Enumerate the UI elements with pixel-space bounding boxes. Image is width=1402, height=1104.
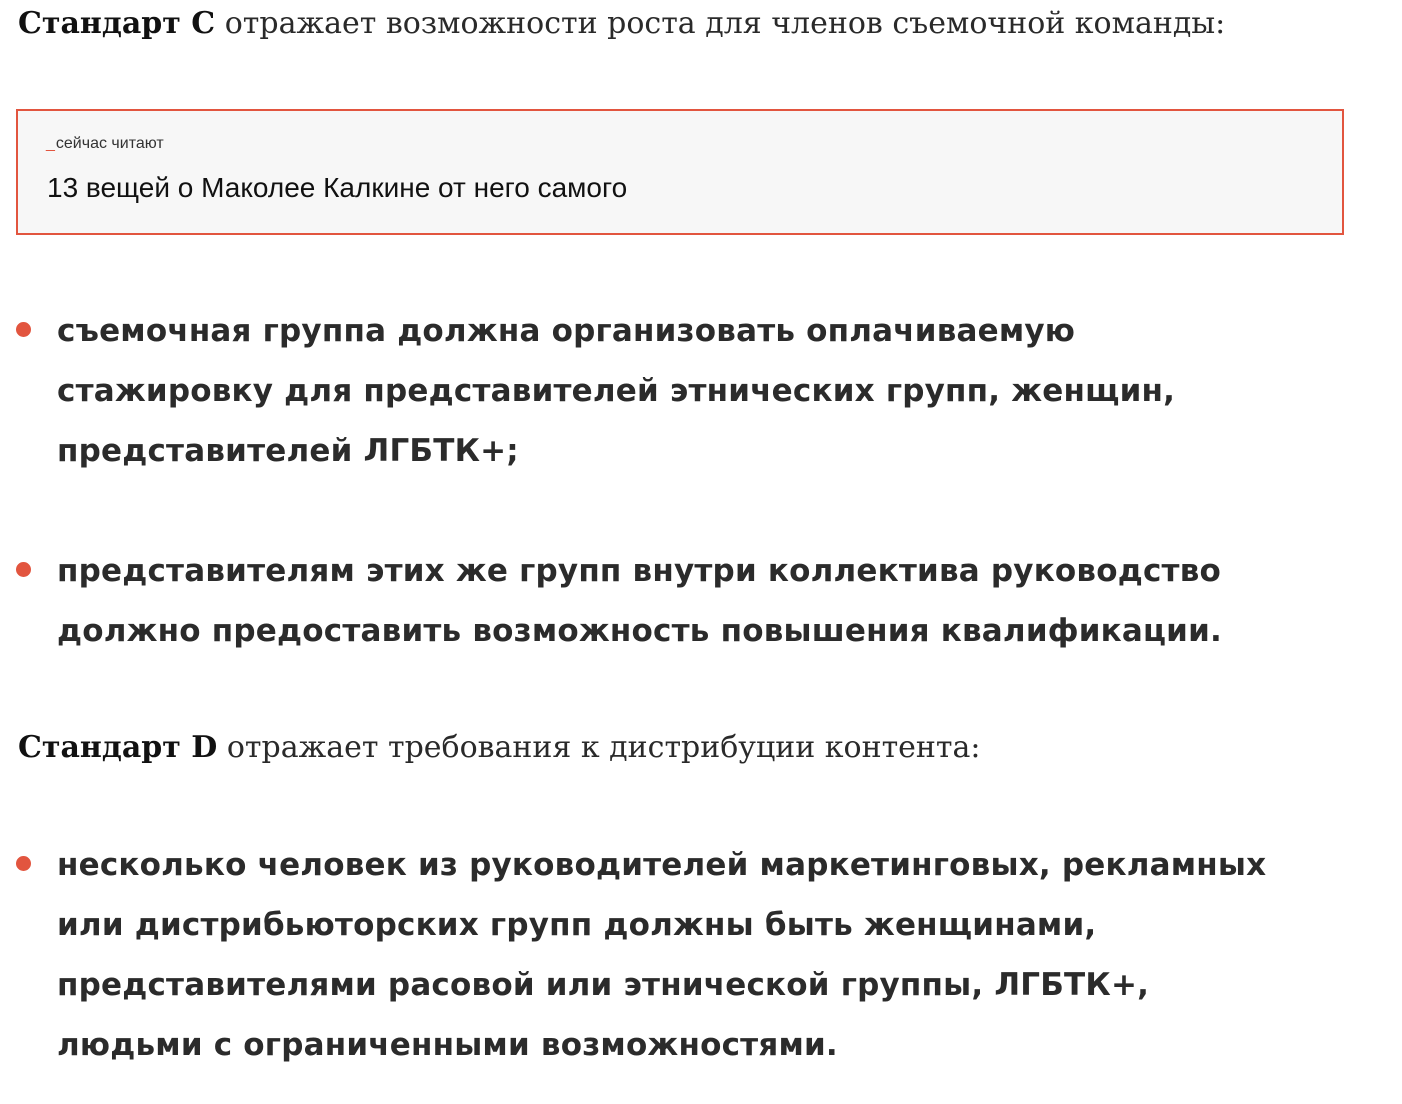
list-item-line: несколько человек из руководителей маркетинговых, рекламных (57, 847, 1267, 883)
list-item (0, 835, 1266, 1075)
bullet-dot-icon (16, 856, 31, 871)
bullet-dot-icon (16, 562, 31, 577)
standard-d-lead: Стандарт D (18, 730, 218, 765)
list-item-line: представителям этих же групп внутри коллектива руководство (57, 553, 1222, 589)
standard-c-text: отражает возможности роста для членов съемочной команды: (215, 6, 1226, 41)
now-reading-headline-link[interactable]: 13 вещей о Маколее Калкине от него самого (47, 172, 628, 203)
now-reading-label-row (46, 135, 164, 153)
list-item (0, 301, 1222, 481)
list-item (0, 541, 1222, 661)
list-item-line: представителей ЛГБТК+; (57, 433, 519, 469)
standard-d-list (0, 835, 1266, 1075)
standard-c-list (0, 301, 1222, 661)
list-item-line: должно предоставить возможность повышения квалификации. (57, 613, 1222, 649)
now-reading-card[interactable] (16, 109, 1344, 235)
list-item-line: или дистрибьюторских групп должны быть женщинами, (57, 907, 1097, 943)
standard-d-paragraph (18, 728, 981, 768)
standard-c-paragraph (18, 4, 1225, 44)
list-item-line: представителями расовой или этнической группы, ЛГБТК+, (57, 967, 1150, 1003)
accent-dash: _ (46, 135, 55, 152)
now-reading-label: сейчас читают (55, 135, 164, 152)
list-item-line: съемочная группа должна организовать оплачиваемую (57, 313, 1076, 349)
bullet-dot-icon (16, 322, 31, 337)
standard-c-lead: Стандарт C (18, 6, 216, 41)
list-item-line: стажировку для представителей этнических групп, женщин, (57, 373, 1176, 409)
standard-d-text: отражает требования к дистрибуции контента: (217, 730, 981, 765)
list-item-line: людьми с ограниченными возможностями. (57, 1027, 838, 1063)
